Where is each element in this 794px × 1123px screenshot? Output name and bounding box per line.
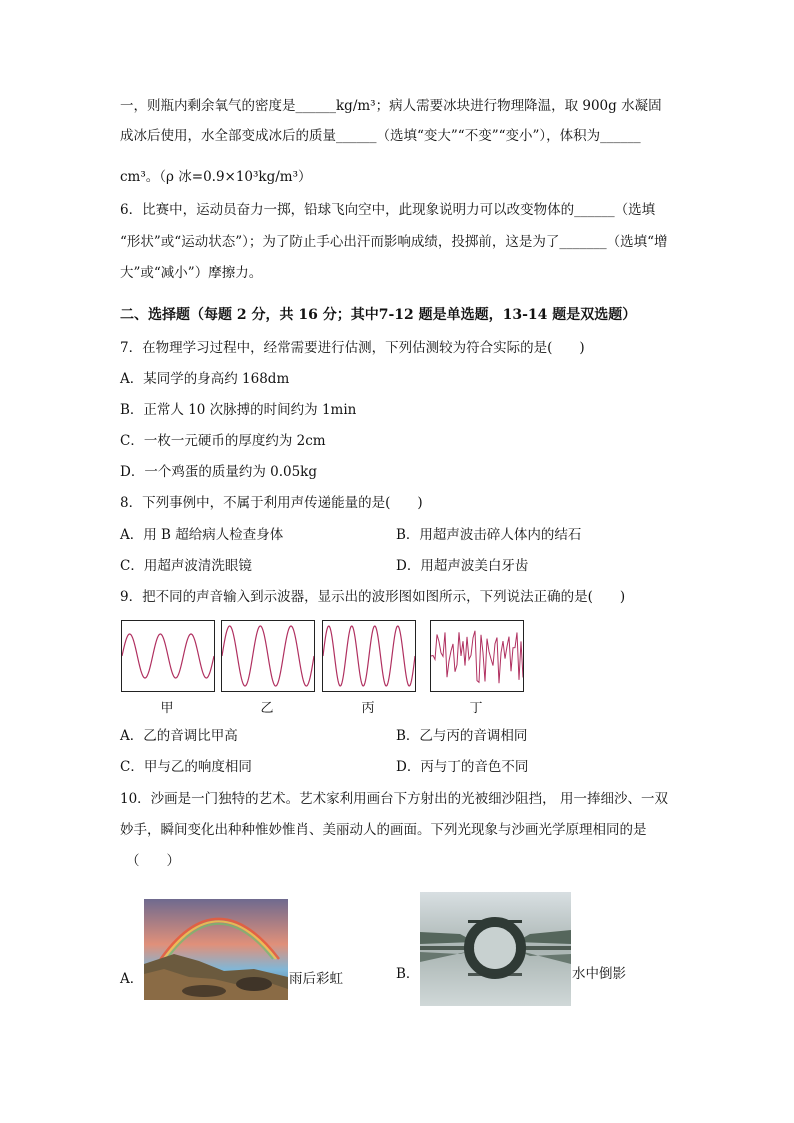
q7-stem: 7．在物理学习过程中，经常需要进行估测，下列估测较为符合实际的是( ): [120, 340, 585, 356]
reflection-bridge-photo: [420, 892, 571, 1006]
waveform-bing: [322, 620, 416, 692]
q8-option-b: B．用超声波击碎人体内的结石: [396, 527, 582, 543]
q8-option-a: A．用 B 超给病人检查身体: [120, 527, 284, 543]
q8-stem: 8．下列事例中，不属于利用声传递能量的是( ): [120, 495, 423, 511]
q9-option-c: C．甲与乙的响度相同: [120, 759, 252, 775]
waveform-label-bing: 丙: [361, 701, 375, 716]
waveform-yi: [221, 620, 315, 692]
q7-option-c: C．一枚一元硬币的厚度约为 2cm: [120, 433, 326, 449]
q6-line-2: “形状”或“运动状态”）；为了防止手心出汗而影响成绩，投掷前，这是为了_______（选填“增: [120, 234, 668, 250]
waveform-ding: [430, 620, 524, 692]
q10-option-a-letter: A．: [120, 971, 144, 987]
q6-line-1: 6．比赛中，运动员奋力一掷，铅球飞向空中，此现象说明力可以改变物体的______（选填: [120, 202, 656, 218]
q7-option-d: D．一个鸡蛋的质量约为 0.05kg: [120, 464, 317, 480]
section-2-heading: 二、选择题（每题 2 分，共 16 分；其中7-12 题是单选题，13-14 题是双选题）: [120, 307, 637, 323]
q9-option-d: D．丙与丁的音色不同: [396, 759, 529, 775]
waveform-jia: [121, 620, 215, 692]
waveform-label-ding: 丁: [469, 701, 483, 716]
rainbow-photo: [144, 899, 288, 1000]
q7-option-a: A．某同学的身高约 168dm: [120, 371, 290, 387]
q7-option-b: B．正常人 10 次脉搏的时间约为 1min: [120, 402, 357, 418]
q10-option-b-caption: 水中倒影: [572, 966, 626, 982]
q5-line-1: 一，则瓶内剩余氧气的密度是______kg/m³；病人需要冰块进行物理降温，取 900g 水凝固: [120, 98, 662, 114]
waveform-label-jia: 甲: [160, 701, 174, 716]
q10-line-2: 妙手，瞬间变化出种种惟妙惟肖、美丽动人的画面。下列光现象与沙画光学原理相同的是: [120, 822, 647, 838]
q10-answer-paren: （ ）: [126, 853, 180, 869]
wave-path-yi: [222, 626, 314, 686]
waveform-label-yi: 乙: [260, 701, 274, 716]
q9-stem: 9．把不同的声音输入到示波器，显示出的波形图如图所示，下列说法正确的是( ): [120, 589, 626, 605]
wave-path-ding: [431, 631, 523, 683]
q6-line-3: 大”或“减小”）摩擦力。: [120, 265, 263, 281]
q5-line-2: 成冰后使用，水全部变成冰后的质量______（选填“变大”“不变”“变小”），体积为______: [120, 128, 641, 144]
q10-option-a-caption: 雨后彩虹: [289, 971, 343, 987]
q8-option-d: D．用超声波美白牙齿: [396, 558, 529, 574]
q10-line-1: 10．沙画是一门独特的艺术。艺术家利用画台下方射出的光被细沙阻挡， 用一捧细沙、一双: [120, 791, 668, 807]
q9-option-b: B．乙与丙的音调相同: [396, 728, 528, 744]
q5-line-3: cm³。（ρ 冰=0.9×10³kg/m³）: [120, 169, 312, 185]
wave-path-bing: [323, 626, 415, 686]
wave-path-jia: [122, 634, 214, 678]
q10-option-b-letter: B．: [396, 966, 420, 982]
q8-option-c: C．用超声波清洗眼镜: [120, 558, 252, 574]
q9-option-a: A．乙的音调比甲高: [120, 728, 238, 744]
